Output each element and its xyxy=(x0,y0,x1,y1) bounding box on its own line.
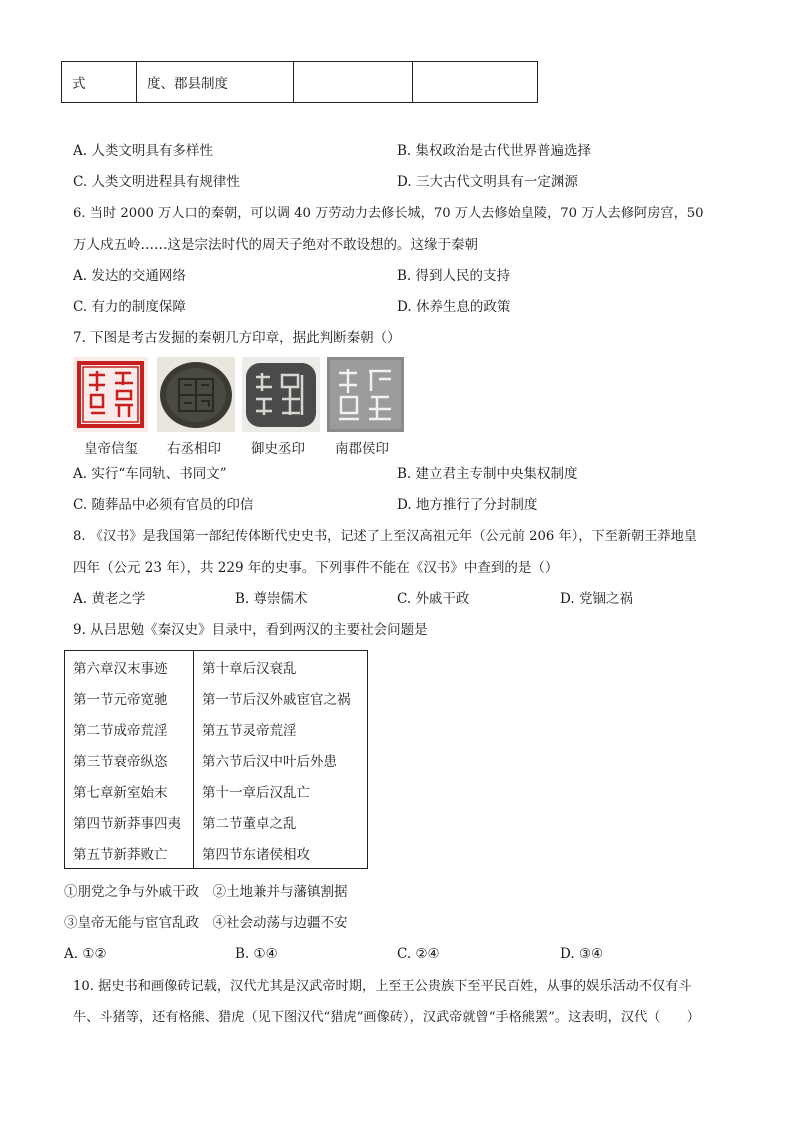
table-row xyxy=(65,651,368,683)
q9-statements-1: ①朋党之争与外戚干政 ②土地兼并与藩镇割据 xyxy=(64,884,348,900)
q9-statements-2: ③皇帝无能与宦官乱政 ④社会动荡与边疆不安 xyxy=(64,915,348,931)
q8-stem-line2: 四年（公元 23 年），共 229 年的史事。下列事件不能在《汉书》中查到的是（） xyxy=(73,560,559,576)
q7-option-d: D. 地方推行了分封制度 xyxy=(397,497,538,513)
table-row xyxy=(65,713,368,744)
seal-caption: 御史丞印 xyxy=(251,441,305,457)
toc-cell: 第五节灵帝荒淫 xyxy=(202,722,297,739)
q7-option-c: C. 随葬品中必须有官员的印信 xyxy=(73,497,254,513)
table-row xyxy=(65,744,368,775)
q6-stem-line1: 6. 当时 2000 万人口的秦朝，可以调 40 万劳动力去修长城，70 万人去修始皇陵，70 万人去修阿房宫，50 xyxy=(73,206,704,221)
q6-option-a: A. 发达的交通网络 xyxy=(73,268,186,284)
q7-stem: 7. 下图是考古发掘的秦朝几方印章，据此判断秦朝（） xyxy=(73,330,401,346)
q5-option-a: A. 人类文明具有多样性 xyxy=(73,143,213,159)
q8-stem-line1: 8. 《汉书》是我国第一部纪传体断代史史书，记述了上至汉高祖元年（公元前 206 年），下至新朝王莽地皇 xyxy=(73,529,697,544)
toc-cell: 第五节新莽败亡 xyxy=(65,837,194,869)
q9-option-c: C. ②④ xyxy=(397,946,440,962)
toc-cell: 第七章新室始末 xyxy=(65,775,194,806)
q7-option-a: A. 实行“车同轨、书同文” xyxy=(73,466,227,482)
q8-option-b: B. 尊崇儒术 xyxy=(235,591,308,607)
toc-cell: 第六章汉末事迹 xyxy=(65,651,194,683)
q5-option-b: B. 集权政治是古代世界普遍选择 xyxy=(397,143,592,159)
table-row xyxy=(65,806,368,837)
table-cell xyxy=(413,62,538,103)
q6-option-c: C. 有力的制度保障 xyxy=(73,299,186,315)
toc-cell: 第一节后汉外戚宦官之祸 xyxy=(202,691,351,708)
contents-table xyxy=(64,650,368,869)
toc-cell: 第一节元帝宽驰 xyxy=(65,682,194,713)
toc-cell: 第四节东诸侯相攻 xyxy=(202,846,310,863)
seal-image-emperor xyxy=(73,357,148,432)
q8-option-d: D. 党锢之祸 xyxy=(560,591,633,607)
table-cell: 度、郡县制度 xyxy=(137,62,294,103)
seal-image-censor xyxy=(242,357,320,432)
toc-cell: 第四节新莽事四夷 xyxy=(65,806,194,837)
toc-cell: 第十章后汉衰乱 xyxy=(202,660,297,677)
seal-image-chancellor xyxy=(157,357,235,432)
q9-stem: 9. 从吕思勉《秦汉史》目录中，看到两汉的主要社会问题是 xyxy=(73,622,428,638)
q10-stem-line2: 牛、斗猪等，还有格熊、猎虎（见下图汉代“猎虎”画像砖），汉武帝就曾“手格熊罴”。这表明，汉代（ ） xyxy=(73,1010,700,1025)
q6-option-d: D. 休养生息的政策 xyxy=(397,299,511,315)
q5-option-c: C. 人类文明进程具有规律性 xyxy=(73,174,240,190)
seal-caption: 右丞相印 xyxy=(167,441,221,457)
q9-option-b: B. ①④ xyxy=(235,946,278,962)
q8-option-c: C. 外戚干政 xyxy=(397,591,470,607)
q6-stem-line2: 万人戍五岭……这是宗法时代的周天子绝对不敢设想的。这缘于秦朝 xyxy=(73,237,478,253)
q9-option-d: D. ③④ xyxy=(560,946,604,962)
toc-cell: 第二节董卓之乱 xyxy=(202,815,297,832)
toc-cell: 第六节后汉中叶后外患 xyxy=(202,753,337,770)
table-row xyxy=(62,62,538,103)
table-cell xyxy=(294,62,413,103)
q5-option-d: D. 三大古代文明具有一定渊源 xyxy=(397,174,578,190)
q7-option-b: B. 建立君主专制中央集权制度 xyxy=(397,466,578,482)
table-row xyxy=(65,775,368,806)
seal-image-marquis xyxy=(327,357,404,432)
seal-caption: 南郡侯印 xyxy=(335,441,389,457)
q10-stem-line1: 10. 据史书和画像砖记载，汉代尤其是汉武帝时期，上至王公贵族下至平民百姓，从事的娱乐活动不仅有斗 xyxy=(73,979,692,994)
q6-option-b: B. 得到人民的支持 xyxy=(397,268,511,284)
table-row xyxy=(65,837,368,869)
q9-option-a: A. ①② xyxy=(64,946,107,962)
toc-cell: 第十一章后汉乱亡 xyxy=(202,784,310,801)
table-cell: 式 xyxy=(62,62,137,103)
toc-cell: 第二节成帝荒淫 xyxy=(65,713,194,744)
seal-caption: 皇帝信玺 xyxy=(84,441,138,457)
toc-cell: 第三节衰帝纵恣 xyxy=(65,744,194,775)
top-table xyxy=(61,61,538,103)
table-row xyxy=(65,682,368,713)
q8-option-a: A. 黄老之学 xyxy=(73,591,146,607)
